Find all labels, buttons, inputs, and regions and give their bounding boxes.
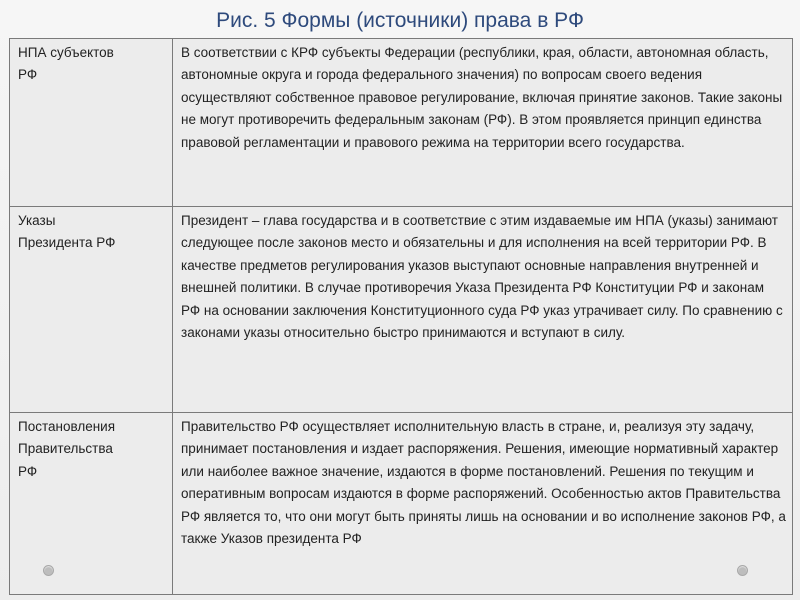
row-description-cell: Правительство РФ осуществляет исполнительную власть в стране, и, реализуя эту задачу, принимает постановления и издает распоряжения. Решения, имеющие нормативный характер или наиболее важное значение, издаются в форме постановлений. Решения по текущим и оперативным вопросам издаются в форме распоряжений. Особенностью актов Правительства РФ является то, что они могут быть приняты лишь на основании и во исполнение законов РФ, а также Указов президента РФ xyxy=(173,413,793,595)
slide-title: Рис. 5 Формы (источники) права в РФ xyxy=(216,9,584,32)
table-row xyxy=(10,413,793,595)
row-description-cell: В соответствии с КРФ субъекты Федерации (республики, края, области, автономная область, автономные округа и города федерального значения) по вопросам своего ведения осуществляют собственное правовое регулирование, включая принятие законов. Такие законы не могут противоречить федеральным законам (РФ). В этом проявляется принцип единства правовой регламентации и правового режима на территории всего государства. xyxy=(173,39,793,207)
table-row xyxy=(10,39,793,207)
row-label-cell: НПА субъектов РФ xyxy=(10,39,173,207)
decorative-dot-icon xyxy=(737,565,748,576)
row-label-cell: Постановления Правительства РФ xyxy=(10,413,173,595)
table-row xyxy=(10,207,793,413)
forms-of-law-table xyxy=(9,38,793,595)
row-label-cell: Указы Президента РФ xyxy=(10,207,173,413)
decorative-dot-icon xyxy=(43,565,54,576)
row-description-cell: Президент – глава государства и в соответствие с этим издаваемые им НПА (указы) занимают следующее после законов место и обязательны и для исполнения на всей территории РФ. В качестве предметов регулирования указов выступают основные направления внутренней и внешней политики. В случае противоречия Указа Президента РФ Конституции РФ и законам РФ на основании заключения Конституционного суда РФ указ утрачивает силу. По сравнению с законами указы относительно быстро принимаются и вступают в силу. xyxy=(173,207,793,413)
